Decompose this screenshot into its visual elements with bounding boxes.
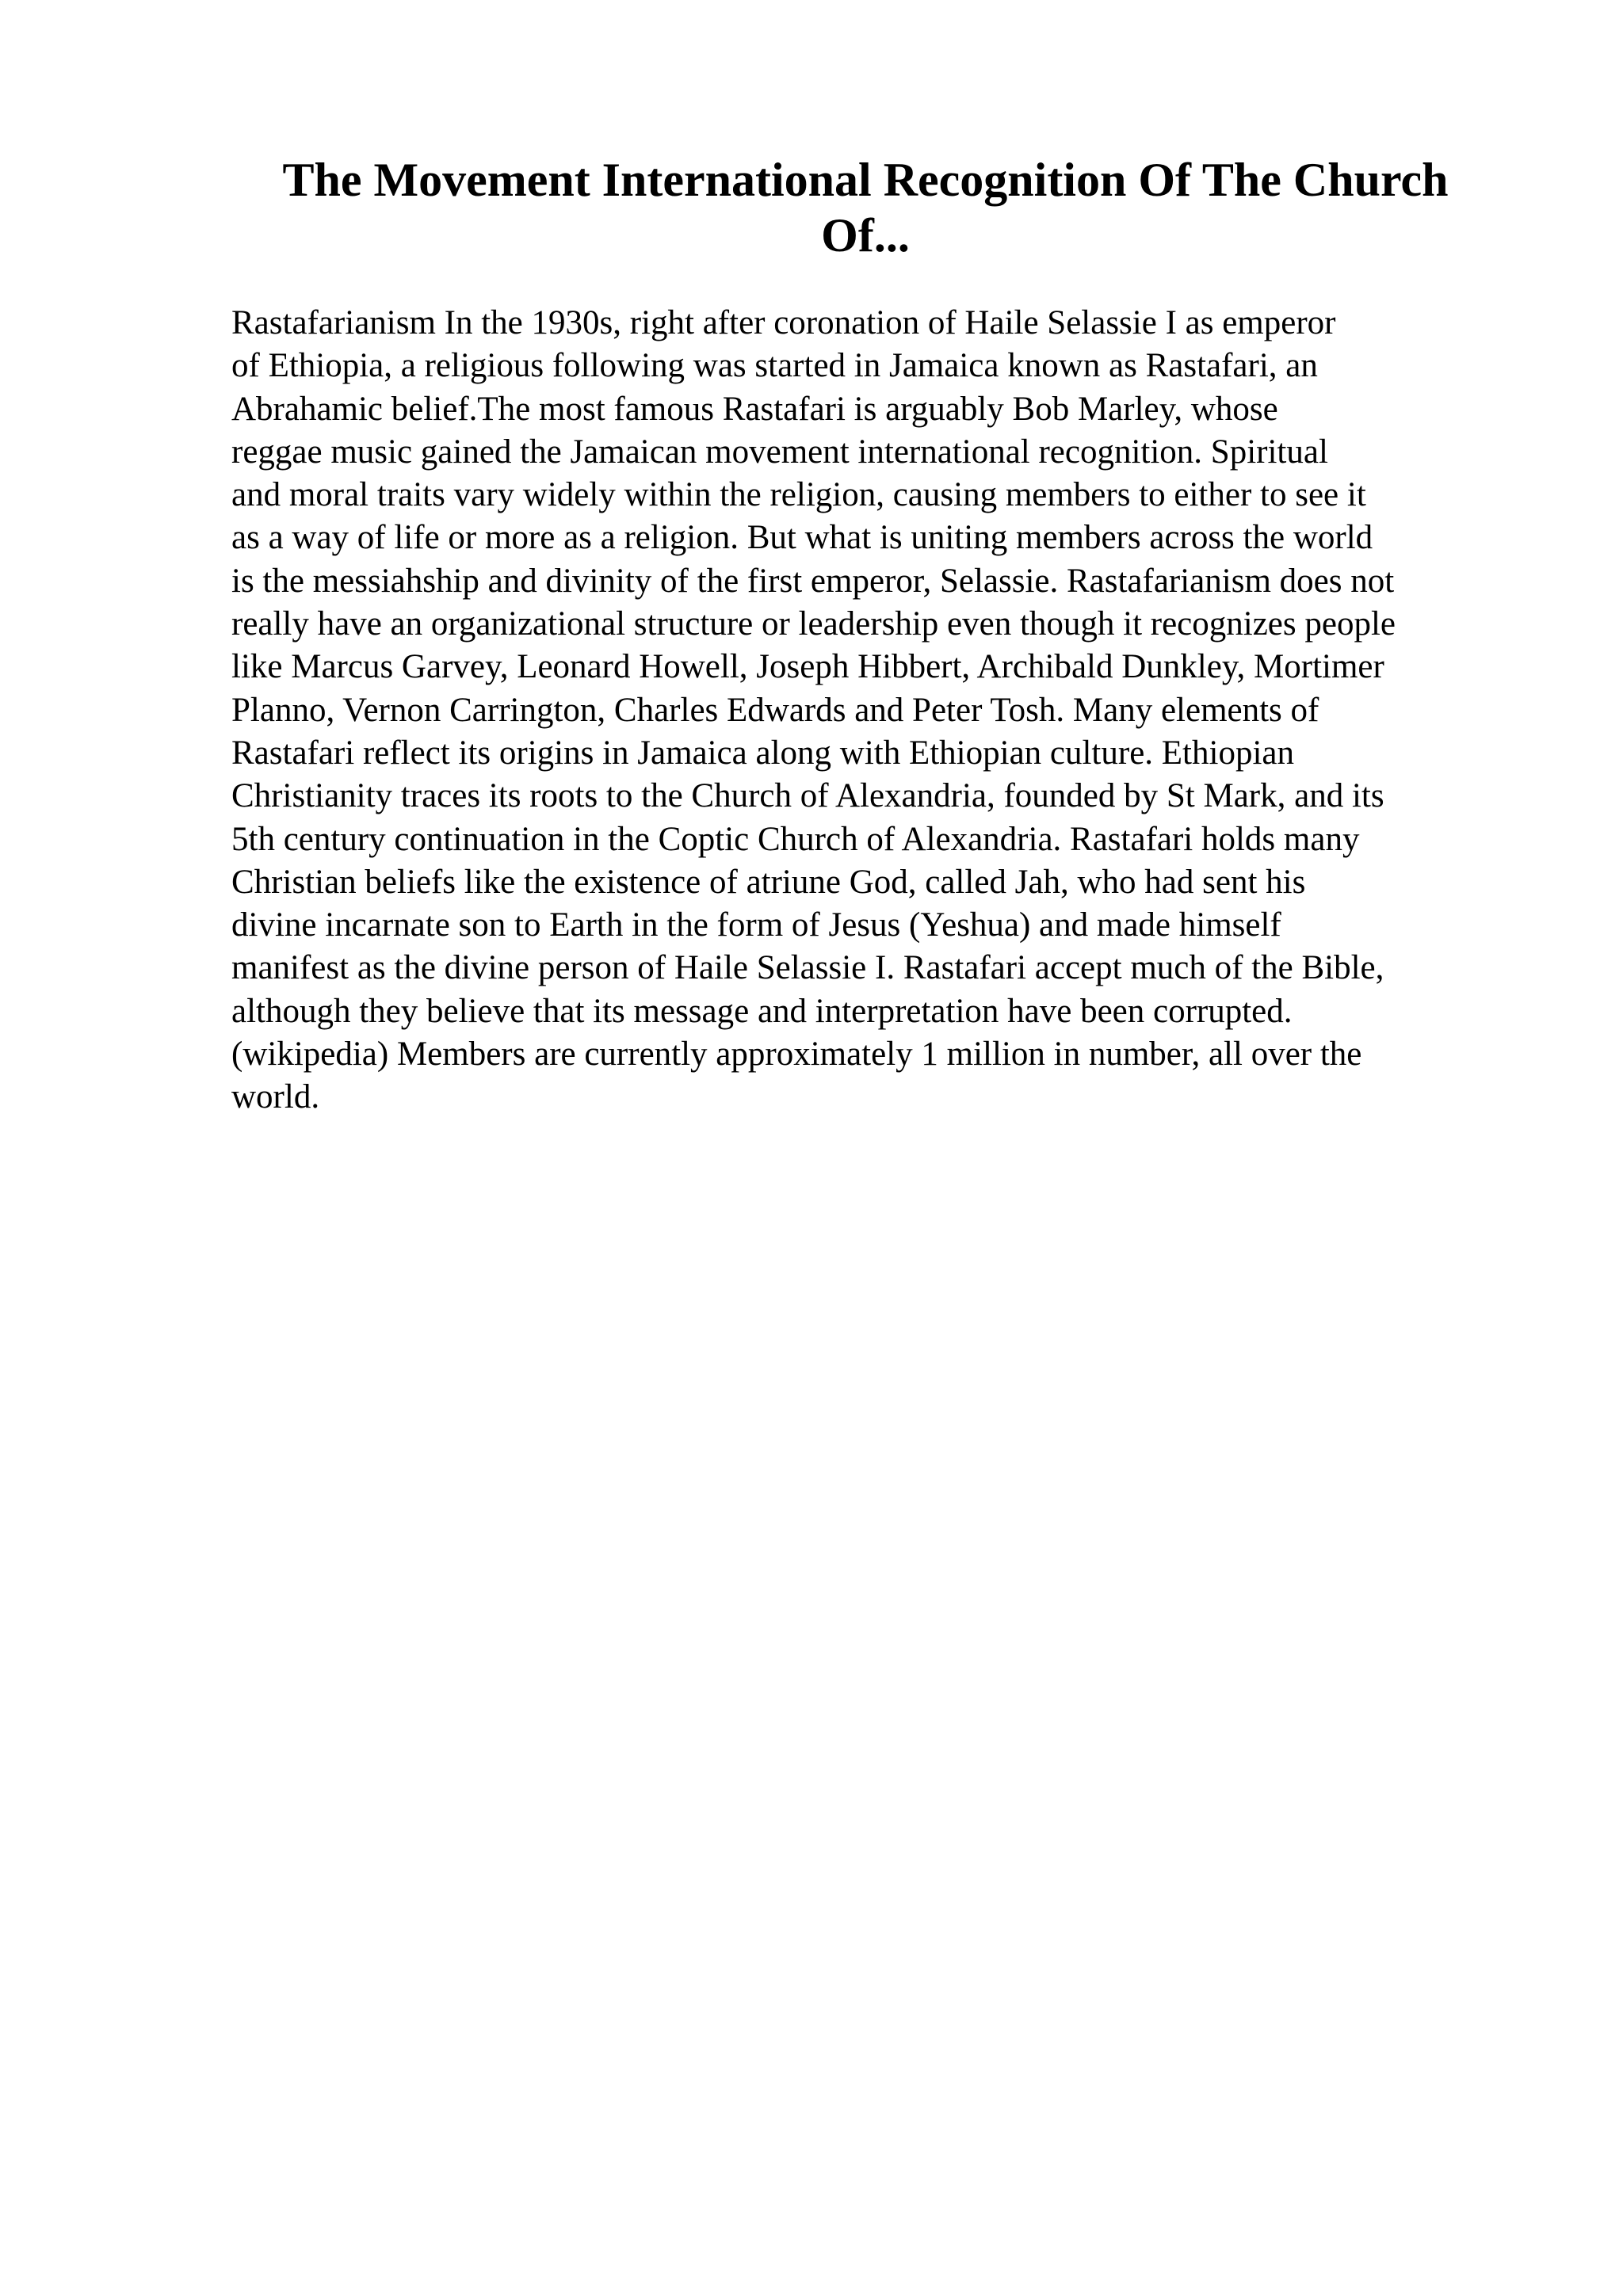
body-line: Rastafari reflect its origins in Jamaica along with Ethiopian culture. Ethiopian: [231, 734, 1294, 772]
title-line: The Movement International Recognition Of The Church: [282, 154, 1449, 206]
title-line: Of...: [821, 209, 910, 261]
body-line: Planno, Vernon Carrington, Charles Edwards and Peter Tosh. Many elements of: [231, 691, 1319, 729]
body-line: is the messiahship and divinity of the first emperor, Selassie. Rastafarianism does not: [231, 562, 1395, 600]
body-line: Christianity traces its roots to the Church of Alexandria, founded by St Mark, and its: [231, 777, 1384, 815]
body-line: although they believe that its message and interpretation have been corrupted.: [231, 992, 1293, 1030]
body-line: 5th century continuation in the Coptic Church of Alexandria. Rastafari holds many: [231, 820, 1360, 858]
body-line: Rastafarianism In the 1930s, right after coronation of Haile Selassie I as emperor: [231, 304, 1336, 341]
body-line: reggae music gained the Jamaican movement international recognition. Spiritual: [231, 433, 1328, 471]
body-line: manifest as the divine person of Haile Selassie I. Rastafari accept much of the Bible,: [231, 949, 1384, 987]
body-line: divine incarnate son to Earth in the form of Jesus (Yeshua) and made himself: [231, 906, 1281, 944]
body-line: Abrahamic belief.The most famous Rastafari is arguably Bob Marley, whose: [231, 390, 1278, 428]
page-title: [231, 152, 1499, 263]
body-line: like Marcus Garvey, Leonard Howell, Joseph Hibbert, Archibald Dunkley, Mortimer: [231, 648, 1384, 686]
body-line: of Ethiopia, a religious following was started in Jamaica known as Rastafari, an: [231, 347, 1318, 385]
body-line: as a way of life or more as a religion. But what is uniting members across the world: [231, 519, 1373, 557]
body-line: really have an organizational structure or leadership even though it recognizes people: [231, 605, 1396, 643]
body-line: Christian beliefs like the existence of atriune God, called Jah, who had sent his: [231, 863, 1306, 901]
body-line: and moral traits vary widely within the religion, causing members to either to see it: [231, 476, 1366, 514]
body-line: (wikipedia) Members are currently approximately 1 million in number, all over the: [231, 1035, 1362, 1074]
body-line: world.: [231, 1078, 320, 1116]
body-paragraph: [231, 302, 1515, 1119]
